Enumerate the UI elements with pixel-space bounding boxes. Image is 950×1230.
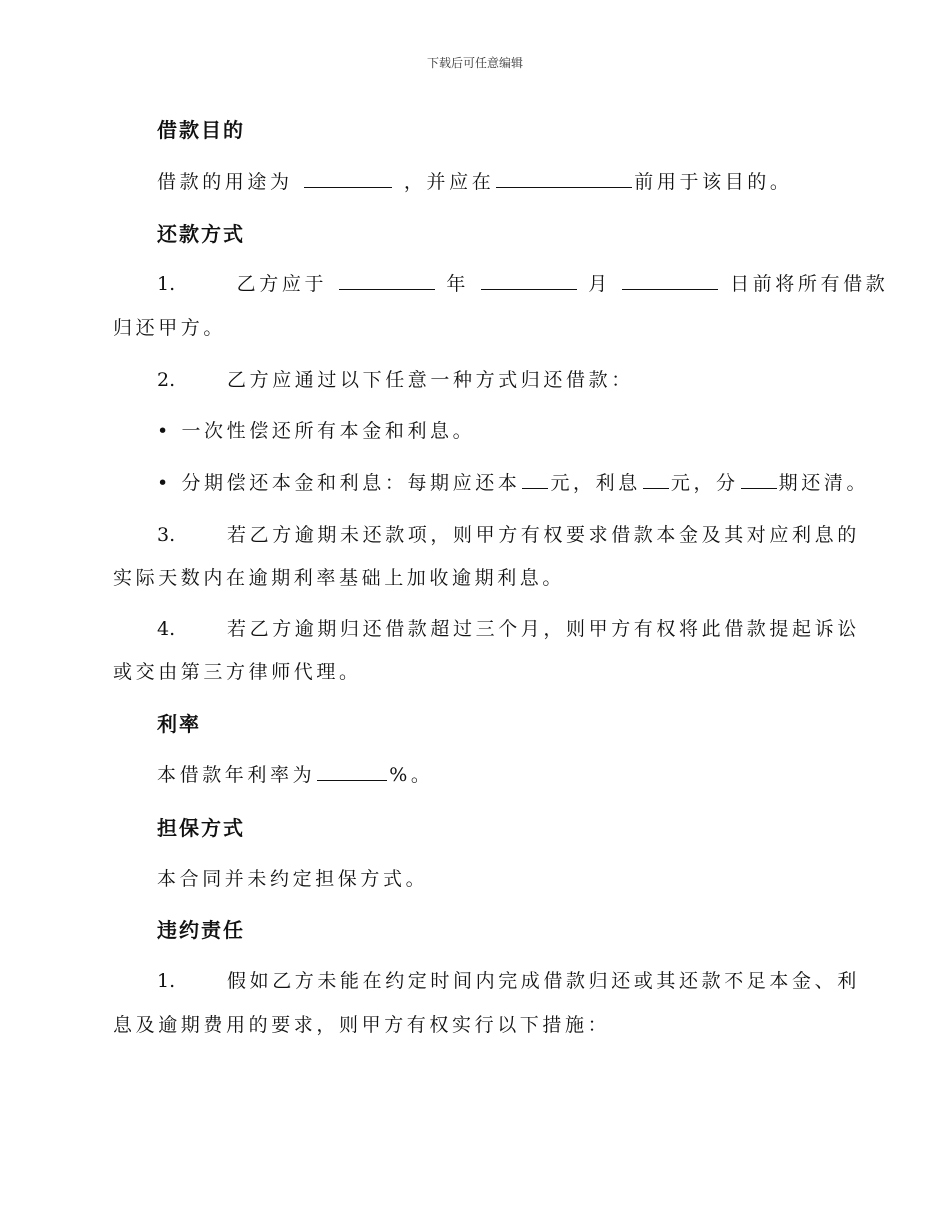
bullet-text: 元，分 — [670, 472, 739, 494]
repayment-bullet-1: • 一次性偿还所有本金和利息。 — [157, 420, 476, 442]
item-text: 若乙方逾期归还借款超过三个月，则甲方有权将此借款提起诉讼 — [227, 618, 860, 640]
breach-item-1 — [157, 966, 860, 993]
day-blank[interactable] — [622, 271, 718, 290]
repayment-item-4 — [157, 614, 860, 641]
guarantee-text: 本合同并未约定担保方式。 — [157, 868, 429, 890]
item-number: 1. — [157, 970, 176, 992]
page-header: 下载后可任意编辑 — [426, 56, 523, 70]
section-heading-breach: 违约责任 — [157, 918, 245, 942]
purpose-text-b: ，并应在 — [403, 171, 495, 193]
installments-blank[interactable] — [741, 470, 777, 489]
repayment-item-3-cont: 实际天数内在逾期利率基础上加收逾期利息。 — [113, 567, 566, 589]
section-heading-repayment: 还款方式 — [157, 222, 245, 246]
repayment-item-1-cont: 归还甲方。 — [113, 317, 227, 339]
rate-line — [157, 760, 433, 787]
repayment-item-3 — [157, 520, 860, 547]
item-text: 假如乙方未能在约定时间内完成借款归还或其还款不足本金、利 — [227, 970, 860, 992]
section-heading-rate: 利率 — [157, 712, 201, 736]
item-number: 4. — [157, 618, 176, 640]
section-heading-purpose: 借款目的 — [157, 118, 245, 142]
principal-blank[interactable] — [522, 470, 548, 489]
repayment-bullet-2 — [157, 468, 869, 495]
month-blank[interactable] — [481, 271, 577, 290]
repayment-item-2 — [157, 365, 634, 392]
repayment-item-4-cont: 或交由第三方律师代理。 — [113, 661, 362, 683]
purpose-deadline-blank[interactable] — [496, 169, 632, 188]
purpose-text-a: 借款的用途为 — [157, 171, 293, 193]
item-text: 乙方应于 — [236, 273, 328, 295]
bullet-text: • 分期偿还本金和利息：每期应还本 — [157, 472, 521, 494]
rate-text: %。 — [389, 764, 434, 786]
item-number: 1. — [157, 273, 176, 295]
item-text: 若乙方逾期未还款项，则甲方有权要求借款本金及其对应利息的 — [227, 524, 860, 546]
breach-item-1-cont: 息及逾期费用的要求，则甲方有权实行以下措施： — [113, 1014, 611, 1036]
item-text: 乙方应通过以下任意一种方式归还借款： — [227, 369, 634, 391]
item-number: 2. — [157, 369, 176, 391]
item-text: 日前将所有借款 — [730, 273, 889, 295]
year-blank[interactable] — [339, 271, 435, 290]
section-heading-guarantee: 担保方式 — [157, 816, 245, 840]
rate-blank[interactable] — [317, 762, 387, 781]
purpose-text-c: 前用于该目的。 — [634, 171, 793, 193]
item-text: 月 — [588, 273, 611, 295]
bullet-text: 元，利息 — [550, 472, 641, 494]
repayment-item-1 — [157, 269, 888, 296]
purpose-line — [157, 167, 793, 194]
interest-blank[interactable] — [643, 470, 669, 489]
item-text: 年 — [446, 273, 469, 295]
item-number: 3. — [157, 524, 176, 546]
bullet-text: 期还清。 — [778, 472, 870, 494]
rate-text: 本借款年利率为 — [157, 764, 316, 786]
purpose-blank[interactable] — [304, 169, 392, 188]
